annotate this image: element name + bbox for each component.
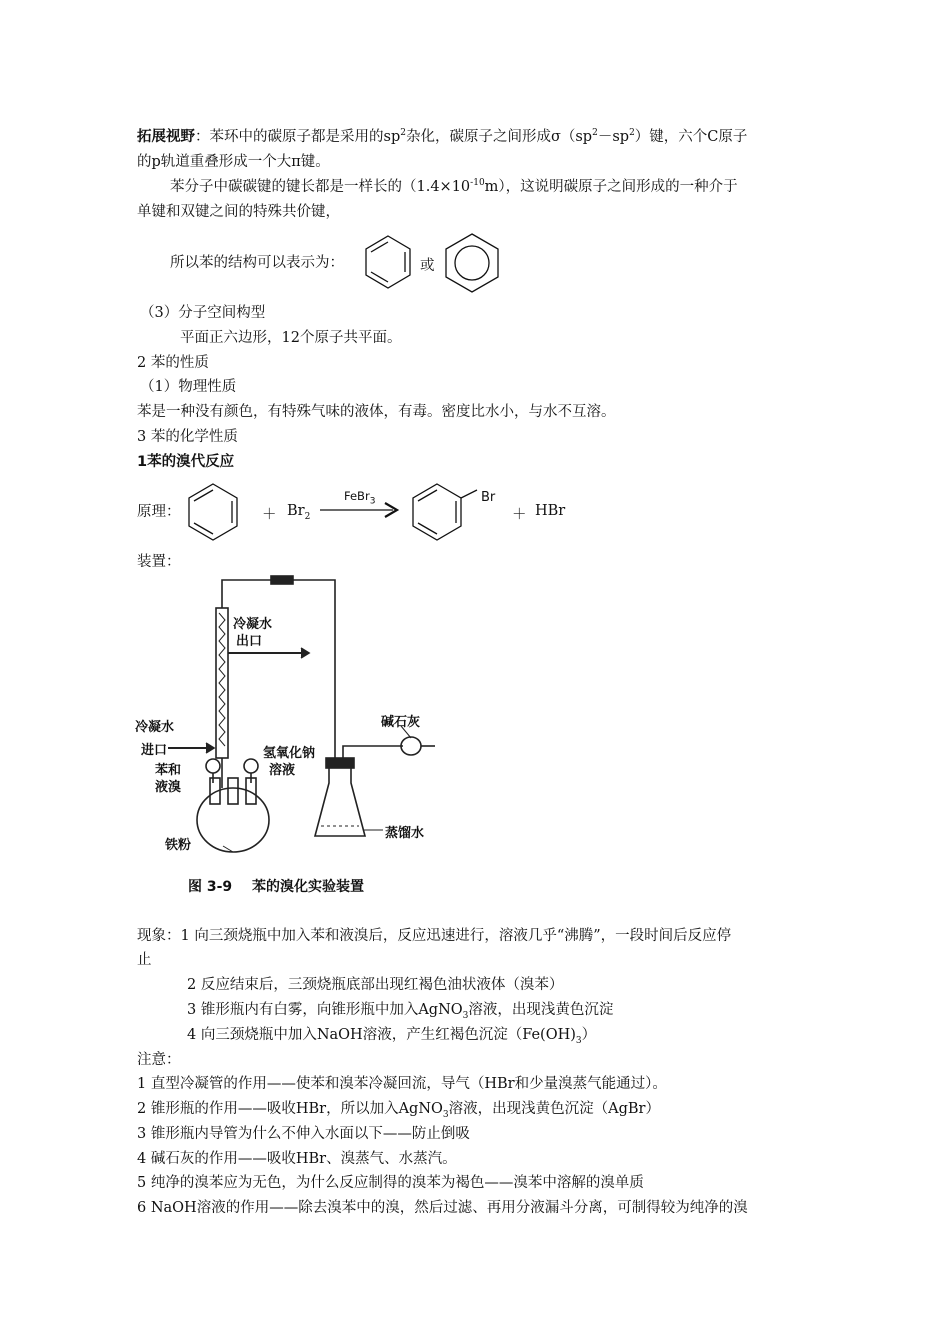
note-6: 6 NaOH溶液的作用——除去溴苯中的溴，然后过滤、再用分液漏斗分离，可制得较为纯净的溴	[137, 1200, 748, 1216]
figure-number: 图 3-9	[188, 879, 233, 895]
phenomenon-4: 4 向三颈烧瓶中加入NaOH溶液，产生红褐色沉淀$(Fe(OH)_3)$	[187, 1027, 597, 1046]
phenomenon-1b: 止	[137, 952, 152, 968]
kekule-benzene-icon	[366, 236, 410, 288]
physical-title: （1）物理性质	[140, 379, 237, 395]
or-text: 或	[420, 258, 435, 274]
aromatic-benzene-icon	[446, 234, 498, 292]
funnel-left-icon	[206, 759, 220, 773]
notes-title: 注意：	[137, 1052, 181, 1068]
intro-line-4: 单键和双键之间的特殊共价键，	[137, 204, 340, 220]
benzene-reactant-icon	[189, 484, 237, 540]
cooling-out-label-2: 出口	[236, 634, 263, 649]
section-spatial-title: （3）分子空间构型	[140, 305, 266, 321]
section-spatial-text: 平面正六边形，12个原子共平面。	[180, 330, 402, 346]
phenomenon-1a: 现象：1 向三颈烧瓶中加入苯和液溴后，反应迅速进行，溶液几乎“沸腾”，一段时间后反应停	[137, 928, 732, 944]
intro-line-3: 苯分子中碳碳键的键长都是一样长的$(1.4\times 10^{-10}m)$，这说明碳原子之间形成的一种介于	[170, 178, 738, 195]
reaction-title: 1苯的溴代反应	[137, 454, 235, 470]
figure-caption: 苯的溴化实验装置	[252, 879, 364, 895]
round-flask-icon	[197, 788, 269, 852]
conical-flask-icon	[315, 763, 365, 836]
intro-line-1: 拓展视野：苯环中的碳原子都是采用的$sp^2$杂化，碳原子之间形成$\sigma(sp^2-sp^2)$键，六个C原子	[137, 128, 748, 145]
note-3: 3 锥形瓶内导管为什么不伸入水面以下——防止倒吸	[137, 1126, 470, 1142]
structure-label: 所以苯的结构可以表示为：	[170, 255, 344, 271]
reaction-arrow-icon	[320, 503, 397, 517]
drying-tube-icon	[401, 737, 421, 755]
principle-label: 原理：	[137, 504, 181, 520]
plus-sign-1: ＋	[262, 507, 277, 523]
phenomenon-3: 3 锥形瓶内有白雾，向锥形瓶中加入AgNO$_3$溶液，出现浅黄色沉淀	[187, 1002, 614, 1021]
chemical-title: 3 苯的化学性质	[137, 429, 238, 445]
br-substituent: Br	[481, 490, 496, 505]
phenomenon-2: 2 反应结束后，三颈烧瓶底部出现红褐色油状液体（溴苯）	[187, 977, 564, 993]
apparatus-figure	[133, 568, 443, 860]
apparatus-label: 装置：	[137, 554, 181, 570]
bromobenzene-product-icon	[413, 484, 477, 540]
cooling-in-label-1: 冷凝水	[135, 720, 175, 735]
soda-lime-label: 碱石灰	[381, 715, 421, 730]
naoh-label-1: 氢氧化钠	[263, 746, 316, 761]
catalyst-label: FeBr$_3$	[344, 489, 376, 507]
br2-reactant: $Br_2$	[287, 503, 311, 522]
physical-text: 苯是一种没有颜色，有特殊气味的液体，有毒。密度比水小，与水不互溶。	[137, 404, 616, 420]
benzene-structures	[360, 232, 510, 294]
intro-heading: 拓展视野	[137, 129, 195, 145]
iron-label: 铁粉	[165, 838, 192, 853]
plus-sign-2: ＋	[512, 507, 527, 523]
note-5: 5 纯净的溴苯应为无色，为什么反应制得的溴苯为褐色——溴苯中溶解的溴单质	[137, 1175, 644, 1191]
note-2: 2 锥形瓶的作用——吸收HBr，所以加入AgNO$_3$溶液，出现浅黄色沉淀（AgBr）	[137, 1101, 660, 1120]
benzene-label-2: 液溴	[155, 780, 182, 795]
hbr-product: HBr	[535, 503, 566, 519]
cooling-in-label-2: 进口	[141, 743, 168, 758]
properties-title: 2 苯的性质	[137, 355, 209, 371]
intro-line-2: 的p轨道重叠形成一个大π键。	[137, 154, 330, 170]
note-4: 4 碱石灰的作用——吸收HBr、溴蒸气、水蒸汽。	[137, 1151, 457, 1167]
funnel-right-icon	[244, 759, 258, 773]
benzene-label-1: 苯和	[155, 763, 182, 778]
cooling-out-label-1: 冷凝水	[233, 617, 273, 632]
water-label: 蒸馏水	[385, 826, 425, 841]
naoh-label-2: 溶液	[269, 763, 296, 778]
note-1: 1 直型冷凝管的作用——使苯和溴苯冷凝回流，导气（HBr和少量溴蒸气能通过）。	[137, 1076, 667, 1092]
